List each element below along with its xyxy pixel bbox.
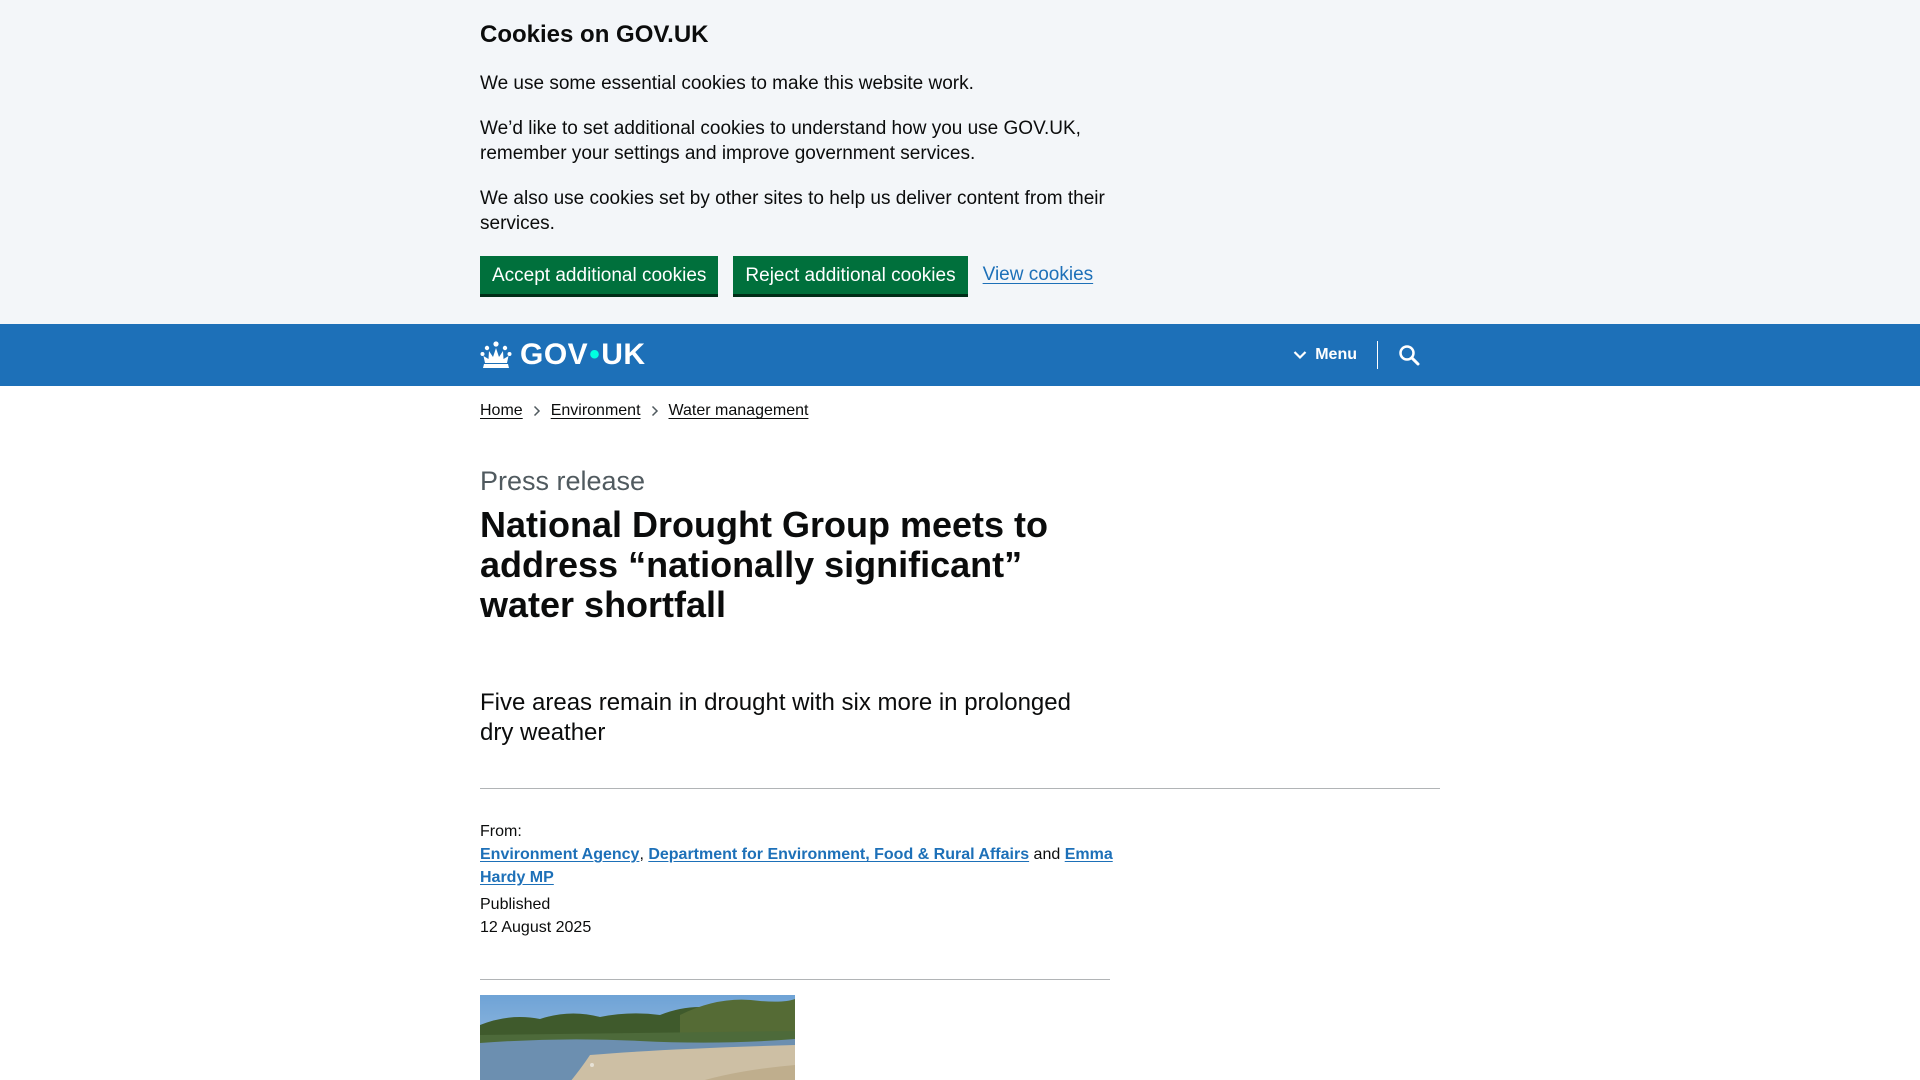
logo-text-uk: UK: [601, 338, 646, 371]
breadcrumb: [480, 401, 1440, 421]
reject-cookies-button[interactable]: Reject additional cookies: [733, 256, 967, 294]
breadcrumb-home[interactable]: Home: [480, 402, 523, 419]
metadata: [480, 820, 1120, 939]
govuk-logo-link[interactable]: [480, 338, 646, 372]
chevron-right-icon: [651, 405, 659, 417]
org-separator-comma: ,: [639, 846, 649, 863]
metadata-divider: [480, 979, 1110, 980]
org-separator-and: and: [1029, 846, 1065, 863]
logo-dot: •: [589, 338, 601, 371]
cookie-banner-text-third-party: We also use cookies set by other sites to help us deliver content from their services.: [480, 188, 1105, 234]
org-link-environment-agency[interactable]: Environment Agency: [480, 846, 640, 863]
published-date: 12 August 2025: [480, 919, 592, 936]
from-label: From:: [480, 823, 522, 840]
page-title: National Drought Group meets to address “nationally significant” water shortfall: [480, 504, 1049, 625]
from-organisations: [480, 843, 1120, 889]
crown-icon: [480, 340, 512, 370]
site-header: [0, 324, 1920, 386]
menu-button-label: Menu: [1315, 346, 1357, 363]
cookie-banner-title: Cookies on GOV.UK: [480, 21, 709, 48]
accept-cookies-button[interactable]: Accept additional cookies: [480, 256, 718, 294]
section-divider: [480, 788, 1440, 789]
cookie-banner-text-additional: We’d like to set additional cookies to understand how you use GOV.UK, remember your settings and improve government services.: [480, 118, 1081, 164]
breadcrumb-water-management[interactable]: Water management: [668, 402, 809, 419]
chevron-down-icon: [1293, 350, 1307, 360]
page-summary: Five areas remain in drought with six more in prolonged dry weather: [480, 689, 1071, 746]
cookie-banner-actions: [480, 256, 1440, 294]
main-content: [480, 401, 1440, 1080]
breadcrumb-environment[interactable]: Environment: [550, 402, 641, 419]
org-link-emma-hardy[interactable]: Emma Hardy MP: [480, 846, 1113, 886]
menu-button[interactable]: [1293, 341, 1378, 369]
org-link-defra[interactable]: Department for Environment, Food & Rural Affairs: [648, 846, 1030, 863]
search-button[interactable]: [1378, 324, 1440, 386]
page-caption: Press release: [480, 466, 646, 496]
published-label: Published: [480, 896, 551, 913]
reservoir-photo: [480, 995, 795, 1080]
view-cookies-link[interactable]: View cookies: [982, 264, 1094, 285]
cookie-banner-text-essential: We use some essential cookies to make this website work.: [480, 73, 974, 94]
cookie-banner: [0, 0, 1920, 324]
header-actions: [1293, 324, 1440, 386]
article-image: [480, 995, 795, 1080]
logo-text-gov: GOV: [520, 338, 589, 371]
search-icon: [1398, 344, 1420, 366]
chevron-right-icon: [533, 405, 541, 417]
